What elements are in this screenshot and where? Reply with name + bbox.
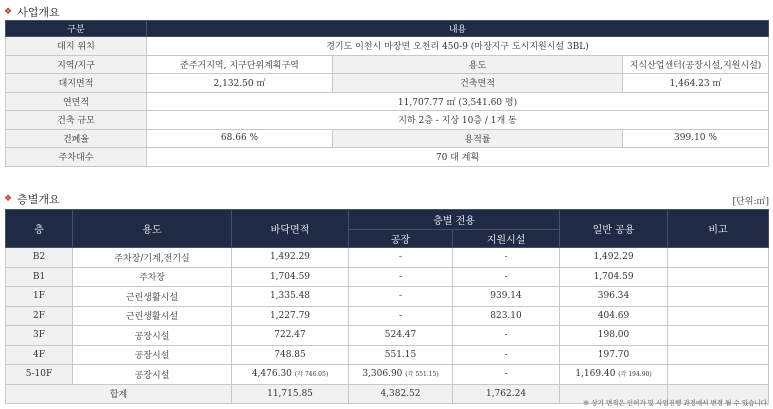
- common-cell: [560, 365, 668, 385]
- base-area-cell: 1,704.59: [232, 267, 349, 287]
- table-row: [6, 306, 769, 326]
- row-value: 1,464.23 ㎡: [623, 74, 769, 93]
- unit-label: [단위:㎡]: [732, 197, 769, 207]
- base-area-cell: 722.47: [232, 326, 349, 346]
- total-label: 합계: [6, 384, 232, 404]
- table-header-row: [6, 21, 769, 37]
- header-content: 내용: [147, 21, 769, 37]
- section-title-text: 사업개요: [17, 6, 60, 19]
- table-row: [6, 37, 769, 56]
- factory-cell: -: [349, 287, 453, 307]
- floor-cell: 4F: [6, 345, 73, 365]
- row-label: 대지 위치: [6, 37, 147, 56]
- header-remarks: 비고: [668, 210, 769, 248]
- row-value: 준주거지역, 지구단위계획구역: [147, 55, 333, 74]
- header-common: 일반 공용: [560, 210, 668, 248]
- row-label: 주차대수: [6, 148, 147, 167]
- total-factory: 4,382.52: [349, 384, 453, 404]
- remarks-cell: [668, 287, 769, 307]
- support-cell: 939.14: [453, 287, 560, 307]
- use-cell: 공장시설: [73, 326, 232, 346]
- table-row: [6, 148, 769, 167]
- table-row: [6, 345, 769, 365]
- row-label: 연면적: [6, 92, 147, 111]
- row-label: 건축면적: [333, 74, 623, 93]
- row-value: 지식산업센터(공장시설,지원시설): [623, 55, 769, 74]
- factory-cell: [349, 365, 453, 385]
- floor-cell: B2: [6, 248, 73, 268]
- factory-sub: (각 551.15): [405, 371, 439, 379]
- remarks-cell: [668, 326, 769, 346]
- table-row: [6, 92, 769, 111]
- factory-cell: -: [349, 267, 453, 287]
- table-row: [6, 248, 769, 268]
- row-value: 70 대 계획: [147, 148, 769, 167]
- row-value: 2,132.50 ㎡: [147, 74, 333, 93]
- use-cell: 주차장: [73, 267, 232, 287]
- use-cell: 주차장/기계,전기실: [73, 248, 232, 268]
- section-title-business: [4, 4, 60, 20]
- common-cell: 396.34: [560, 287, 668, 307]
- base-area-cell: 1,492.29: [232, 248, 349, 268]
- row-value: 11,707.77 ㎡ (3,541.60 평): [147, 92, 769, 111]
- diamond-bullet-icon: ❖: [4, 193, 13, 204]
- business-overview-table: [5, 20, 769, 167]
- base-area-cell: 748.85: [232, 345, 349, 365]
- remarks-cell: [668, 248, 769, 268]
- diamond-bullet-icon: ❖: [4, 6, 13, 17]
- section-title-text: 층별개요: [17, 193, 60, 206]
- factory-value: 3,306.90: [362, 369, 403, 380]
- base-area-cell: 1,227.79: [232, 306, 349, 326]
- row-label: 건폐율: [6, 129, 147, 148]
- use-cell: 근린생활시설: [73, 287, 232, 307]
- row-value: 399.10 %: [623, 129, 769, 148]
- header-base-area: 바닥면적: [232, 210, 349, 248]
- common-cell: 198.00: [560, 326, 668, 346]
- table-row: [6, 55, 769, 74]
- table-row: [6, 74, 769, 93]
- row-value: 지하 2층 - 지상 10층 / 1개 동: [147, 111, 769, 130]
- base-area-cell: 1,335.48: [232, 287, 349, 307]
- support-cell: -: [453, 248, 560, 268]
- row-label: 대지면적: [6, 74, 147, 93]
- base-area-sub: (각 746.05): [294, 371, 329, 379]
- header-factory: 공장: [349, 230, 453, 248]
- common-value: 1,169.40: [575, 369, 616, 380]
- use-cell: 공장시설: [73, 365, 232, 385]
- support-cell: -: [453, 267, 560, 287]
- support-cell: -: [453, 365, 560, 385]
- support-cell: -: [453, 326, 560, 346]
- base-area-cell: [232, 365, 349, 385]
- row-label: 용도: [333, 55, 623, 74]
- remarks-cell: [668, 365, 769, 385]
- header-category: 구분: [6, 21, 147, 37]
- footnote: ※ 상기 면적은 인허가 및 사업진행 과정에서 변경 될 수 있습니다.: [582, 399, 769, 407]
- header-exclusive: 층별 전용: [349, 210, 560, 230]
- table-row: [6, 267, 769, 287]
- remarks-cell: [668, 345, 769, 365]
- row-label: 지역/지구: [6, 55, 147, 74]
- support-cell: -: [453, 345, 560, 365]
- use-cell: 공장시설: [73, 345, 232, 365]
- table-row: [6, 326, 769, 346]
- factory-cell: -: [349, 306, 453, 326]
- section-title-floors: [4, 191, 60, 207]
- remarks-cell: [668, 306, 769, 326]
- table-row: [6, 129, 769, 148]
- header-use: 용도: [73, 210, 232, 248]
- floor-cell: 5-10F: [6, 365, 73, 385]
- table-row: [6, 111, 769, 130]
- use-cell: 근린생활시설: [73, 306, 232, 326]
- floor-cell: B1: [6, 267, 73, 287]
- floor-cell: 3F: [6, 326, 73, 346]
- total-support: 1,762.24: [453, 384, 560, 404]
- remarks-cell: [668, 267, 769, 287]
- header-floor: 층: [6, 210, 73, 248]
- base-area-value: 4,476.30: [251, 369, 292, 380]
- factory-cell: -: [349, 248, 453, 268]
- factory-cell: 551.15: [349, 345, 453, 365]
- support-cell: 823.10: [453, 306, 560, 326]
- common-sub: (각 194.90): [618, 371, 652, 379]
- row-value: 68.66 %: [147, 129, 333, 148]
- table-row: [6, 287, 769, 307]
- floor-overview-table: [5, 209, 769, 404]
- row-value: 경기도 이천시 마장면 오천리 450-9 (마장지구 도시지원시설 3BL): [147, 37, 769, 56]
- row-label: 건축 규모: [6, 111, 147, 130]
- floor-cell: 2F: [6, 306, 73, 326]
- table-header-row: [6, 210, 769, 230]
- row-label: 용적률: [333, 129, 623, 148]
- table-row: [6, 365, 769, 385]
- header-support: 지원시설: [453, 230, 560, 248]
- common-cell: 404.69: [560, 306, 668, 326]
- factory-cell: 524.47: [349, 326, 453, 346]
- floor-cell: 1F: [6, 287, 73, 307]
- total-base-area: 11,715.85: [232, 384, 349, 404]
- common-cell: 197.70: [560, 345, 668, 365]
- common-cell: 1,704.59: [560, 267, 668, 287]
- common-cell: 1,492.29: [560, 248, 668, 268]
